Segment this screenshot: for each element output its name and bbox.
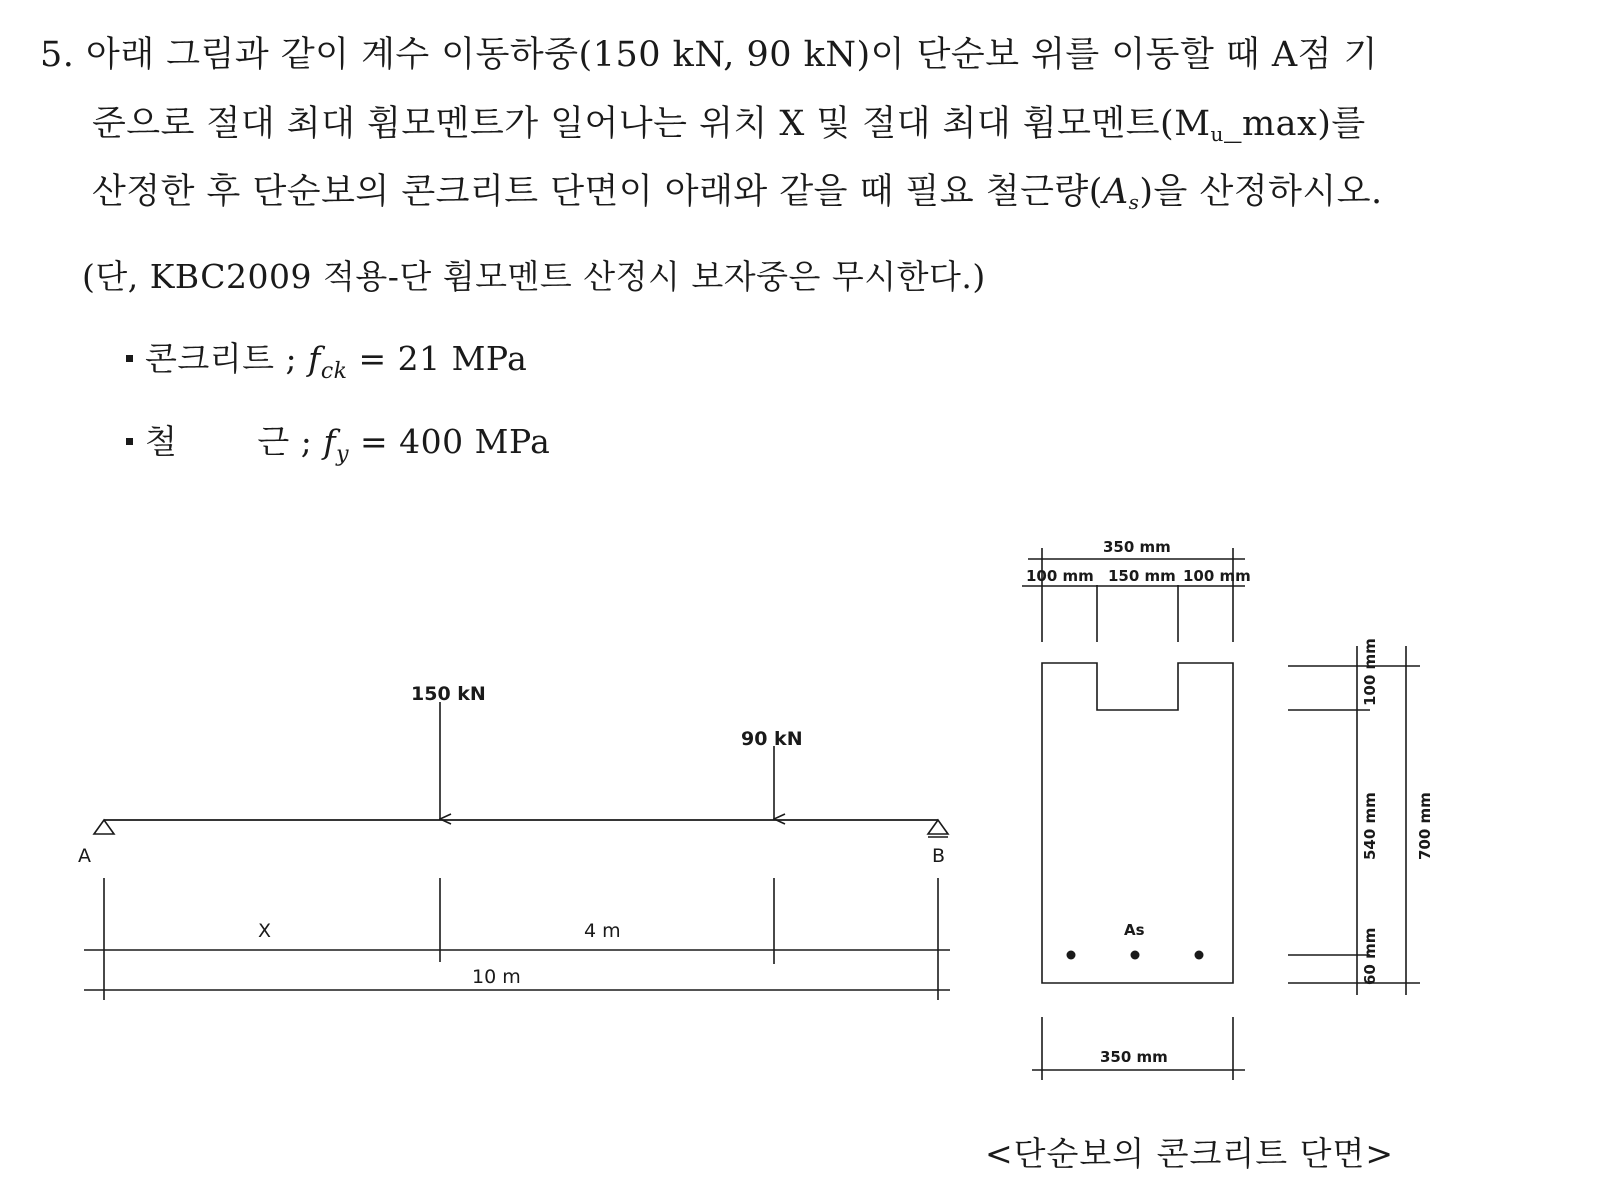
rebar-3 <box>1195 951 1204 960</box>
steel-value: = 400 MPa <box>360 422 551 461</box>
section-top-right-label: 100 mm <box>1183 567 1251 585</box>
load-2-label: 90 kN <box>741 728 803 750</box>
dim-spacing-label: 4 m <box>584 920 621 942</box>
section-bottom-width-label: 350 mm <box>1100 1048 1168 1066</box>
load-1-label: 150 kN <box>411 683 486 705</box>
problem-line-2-tail: _max)를 <box>1223 104 1366 144</box>
problem-line-1-text: 5. 아래 그림과 같이 계수 이동하중(150 kN, 90 kN)이 단순보 위를 이동할 때 A점 기 <box>40 35 1378 75</box>
support-b-label: B <box>932 845 946 867</box>
dim-notch-label: 100 mm <box>1361 638 1379 706</box>
support-a-label: A <box>78 845 91 867</box>
steel-symbol: f <box>323 422 337 461</box>
dim-x-label: X <box>258 920 272 942</box>
steel-area-symbol: A <box>1102 172 1129 212</box>
support-a-icon <box>94 820 114 834</box>
problem-note-text: (단, KBC2009 적용-단 휨모멘트 산정시 보자중은 무시한다.) <box>82 257 986 296</box>
support-b-icon <box>928 820 948 837</box>
section-top-left-label: 100 mm <box>1026 567 1094 585</box>
problem-line-3-text: 산정한 후 단순보의 콘크리트 단면이 아래와 같을 때 필요 철근량( <box>92 172 1103 212</box>
steel-label-b: 근 ; <box>257 422 313 461</box>
dim-span-label: 10 m <box>472 966 521 988</box>
problem-line-3-tail: )을 산정하시오. <box>1139 172 1383 212</box>
concrete-label: 콘크리트 ; <box>145 339 298 378</box>
beam-diagram <box>84 702 950 1000</box>
steel-label-a: 철 <box>145 422 178 461</box>
steel-subscript: y <box>336 442 350 467</box>
steel-area-subscript: s <box>1128 190 1140 214</box>
concrete-value: = 21 MPa <box>358 339 528 378</box>
rebar-1 <box>1067 951 1076 960</box>
section-caption: <단순보의 콘크리트 단면> <box>985 1134 1395 1173</box>
rebar-label: As <box>1124 921 1145 939</box>
section-top-mid-label: 150 mm <box>1108 567 1176 585</box>
problem-line-2-text: 준으로 절대 최대 휨모멘트가 일어나는 위치 X 및 절대 최대 휨모멘트(M <box>92 104 1211 144</box>
moment-subscript: u <box>1210 122 1224 146</box>
concrete-subscript: ck <box>320 359 348 384</box>
dim-mid-label: 540 mm <box>1361 792 1379 860</box>
concrete-symbol: f <box>308 339 321 378</box>
dim-total-label: 700 mm <box>1416 792 1434 860</box>
rebar-2 <box>1131 951 1140 960</box>
section-top-width-label: 350 mm <box>1103 538 1171 556</box>
dim-bottom-label: 60 mm <box>1361 927 1379 985</box>
